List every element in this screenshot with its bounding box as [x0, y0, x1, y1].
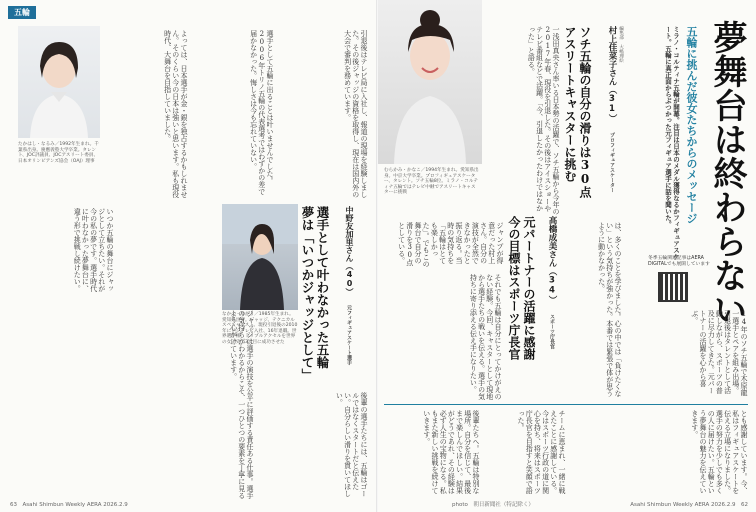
divider-line	[384, 404, 748, 405]
section-tag: 五輪	[8, 6, 36, 19]
right-page	[378, 0, 756, 512]
body-column-l3: 引退後はテレビ局に入社し、報道の現場を経験しました。その後ジャッジの資格を取得し、現在は国内外の大会で審判を務めています。	[343, 30, 368, 198]
caption-takahashi: たかはし・なるみ／1992年生まれ。千葉県出身。慶應義塾大学卒業。タレント、JOC評議員、JOCアスリート委員、日本オリンピアンズ協会（OAJ）理事	[18, 142, 99, 164]
person-silhouette-icon	[378, 0, 482, 164]
main-title: 夢舞台は終わらない	[707, 20, 747, 326]
body-column-r6: 後輩たちへ。五輪は特別な場所。自分を信じて、最後まで楽しんでほしい。結果がどうであれ、その経験は必ず人生の宝物になる。私もまた新しい挑戦を続けていきます。	[422, 410, 480, 494]
subtitle: 五輪に挑んだ彼女たちからのメッセージ	[685, 26, 698, 224]
name-murakami-text: 村上佳菜子さん	[607, 26, 617, 86]
caption-murakami: むらかみ・かなこ／1994年生まれ。愛知県出身。中京大学卒業。プロフィギュアスケーター、タレント。ソチ五輪8位。ミラノ・コルティナ五輪ではテレビ中継でアスリートキャスターに挑戦	[384, 168, 479, 196]
role-murakami: プロフィギュアスケーター	[609, 132, 615, 193]
name-nakano-text: 中野友加里さん	[345, 206, 354, 262]
headline-nakano	[300, 206, 330, 386]
body-column-l2: 選手として五輪に出ることは叶いませんでした。2006年トリノ五輪の代表選考ではわずかの差で届かなかった。悔しさは今も忘れていない。	[249, 30, 274, 195]
name-takahashi-text: 高橋成美さん	[547, 216, 557, 267]
name-takahashi	[546, 216, 558, 396]
caption-nakano: なかの・ゆかり／1985年生まれ。愛知県出身。ジャッジ、テクニカルスペシャリスト。現役引退後の2010年にフジテレビ入社、16年退職。世界選手権、トリプルアクセルを世界の女子史上3人目に成功させた	[222, 312, 298, 345]
name-nakano	[344, 206, 355, 386]
headline-murakami-a: ソチ五輪の自分の滑りは30点	[578, 26, 592, 198]
body-column-r4: それでも五輪は自分にとってかけがえのない経験。今回、キャスターとして現地から選手たちの戦いを伝える。選手の気持ちに寄り添える伝え手になりたい。	[469, 274, 502, 400]
headline-takahashi	[506, 216, 536, 396]
body-column-l5: ジャッジは選手の演技を公平に評価する責任ある仕事。選手の気持ちがわかるからこそ、一つひとつの要素を丁寧に見るよう心がけています。	[229, 310, 254, 499]
body-column-l6: 後輩の選手たちには、五輪はゴールではなくスタートだと伝えたい。自分らしい滑りを貫いてほしい。	[335, 392, 368, 497]
name-murakami	[606, 26, 618, 216]
age-nakano: （40）	[345, 262, 354, 296]
headline-nakano-b: 夢は「いつかジャッジとして」	[300, 206, 315, 381]
age-takahashi: （34）	[547, 267, 557, 304]
age-murakami: （31）	[607, 85, 617, 123]
headline-murakami-b: アスリートキャスターに挑む	[563, 26, 577, 182]
qr-code-icon[interactable]	[658, 272, 688, 302]
body-column-r2: ジャンプが得意だった村上さん。自分の演技が全然できなかったと振り返る。当時の気持ちを「五輪はとても楽しかった」。でもこの舞台で自分の滑りを30点としている。	[397, 222, 504, 268]
body-column-r5: とも感謝しています。今、私はフィギュアスケートを伝える立場になりました。選手の努力を少しでも多くの人に届けたい。五輪という夢舞台の魅力を伝えていきます。	[690, 410, 748, 494]
body-column-r7: 14年のソチ五輪で木原龍一選手とペアを組み出場。引退後はタレントとして活動しながら、スポーツの普及に尽力してきた。元パートナーの活躍を心から喜ぶ。	[690, 310, 748, 396]
body-column-l4: いつか五輪の舞台にジャッジとして立ちたい。それが今の私の夢です。選手時代に叶わなかった夢舞台に、違う形で挑戦し続けたい。	[73, 208, 114, 292]
body-column-r3: は、多くのことを学びました。心の中では「負けたくない」という気持ちが強かった。本番では緊張で体が思うように動かなかった。	[597, 222, 622, 397]
lead-text: ミラノ・コルティナ五輪が開幕。注目は日本のメダル獲得なるかフィギュアスケート。五輪に真正面からぶつかった元フィギュア選手に話を聞いた。	[664, 26, 680, 260]
footer-right: Asahi Shimbun Weekly AERA 2026.2.9 62	[630, 502, 748, 508]
portrait-photo-murakami	[378, 0, 482, 164]
person-silhouette-icon	[18, 26, 100, 138]
footer-center: photo 朝日新聞社（特記除く）	[452, 502, 534, 508]
role-takahashi: スポーツ庁長官	[549, 314, 555, 349]
portrait-photo-nakano	[222, 204, 298, 310]
portrait-photo-takahashi	[18, 26, 100, 138]
lead-credit: 編集部 大嶋理絵	[618, 26, 624, 63]
role-nakano: 元フィギュアスケート選手	[346, 305, 352, 365]
headline-nakano-a: 選手として叶わなかった五輪	[315, 206, 330, 369]
body-column-l1: よっては、日本選手が金・銀を独占するかもしれません。そのくらい今の日本は強いと思います。私も現役時代、大舞台を目指していました。	[163, 30, 188, 198]
qr-note: 冬季五輪関連記事はAERA DIGITALでも展開しています	[648, 256, 710, 267]
person-silhouette-icon	[222, 204, 298, 310]
headline-murakami	[562, 26, 592, 216]
headline-takahashi-a: 元パートナーの活躍に感謝	[522, 216, 536, 360]
footer-left: 63 Asahi Shimbun Weekly AERA 2026.2.9	[10, 502, 128, 508]
headline-takahashi-b: 今の目標はスポーツ庁長官	[507, 216, 521, 360]
body-column-r1: 一浅田真央さん率いる日本勢の活躍で、ソチ五輪から今年の2017年春、現役を引退した。その後はアイスショーやテレビ番組などで活躍。「今、引退したかったわけではなかった」と語る。	[527, 26, 560, 215]
body-column-r8: チームに恵まれ、一緒に戦えたことに感謝している。今はスポーツ行政の道に関心を持ち、将来はスポーツ庁長官を目指すと笑顔で語った。	[516, 410, 566, 494]
